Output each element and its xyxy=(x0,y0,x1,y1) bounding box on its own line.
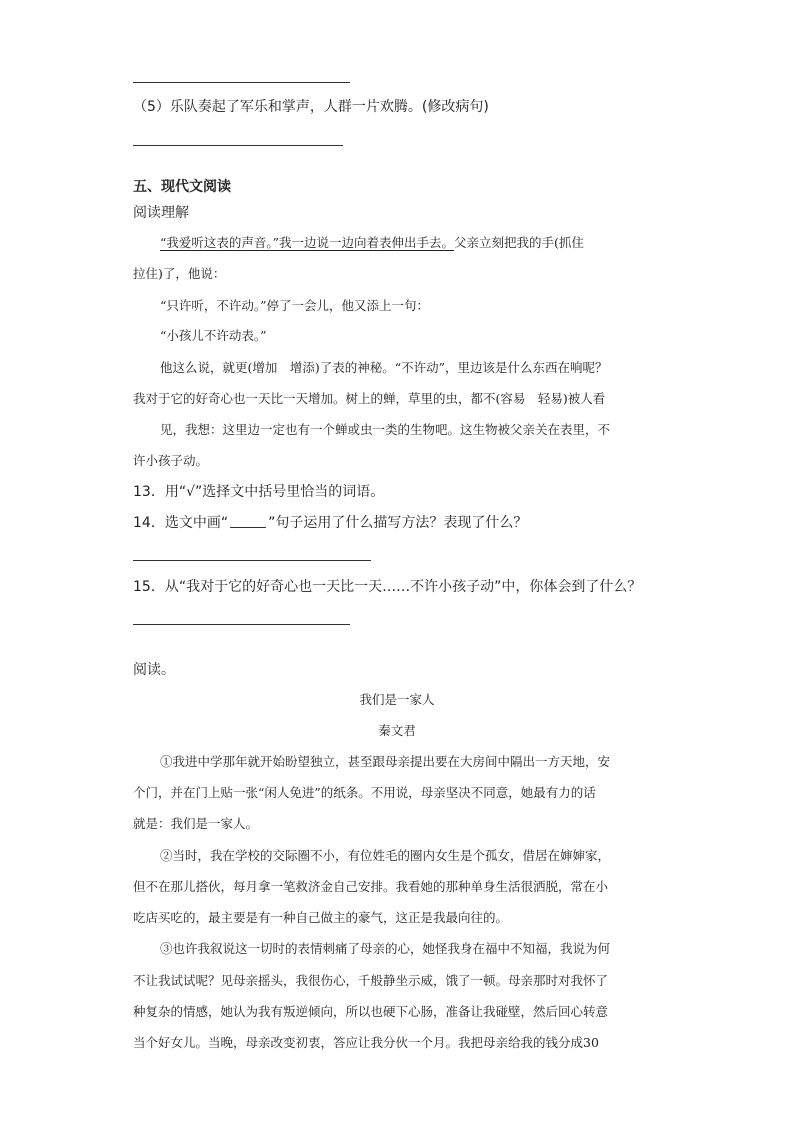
section-subtitle: 阅读理解 xyxy=(133,205,189,221)
reading-label: 阅读。 xyxy=(133,662,175,678)
answer-line xyxy=(133,560,371,561)
passage-line: 拉住)了，他说： xyxy=(133,266,226,281)
passage-line: “只许听，不许动。”停了一会儿，他又添上一句： xyxy=(160,298,430,313)
question-13: 13．用“√”选择文中括号里恰当的词语。 xyxy=(133,484,385,500)
passage-line: “小孩儿不许动表。” xyxy=(160,328,267,343)
passage-author: 秦文君 xyxy=(378,723,416,738)
passage-line: 但不在那儿搭伙，每月拿一笔救济金自己安排。我看她的那种单身生活很洒脱，常在小 xyxy=(133,879,609,894)
passage-title: 我们是一家人 xyxy=(359,692,435,707)
passage-line: 我对于它的好奇心也一天比一天增加。树上的蝉，草里的虫，都不(容易 轻易)被人看 xyxy=(133,391,606,406)
answer-line xyxy=(133,624,350,625)
question-5: （5）乐队奏起了军乐和掌声，人群一片欢腾。(修改病句) xyxy=(133,99,489,115)
passage-line: ②当时，我在学校的交际圈不小，有位姓毛的圈内女生是个孤女，借居在婶婶家， xyxy=(160,848,611,863)
blank-underline xyxy=(230,513,266,528)
passage-line: ③也许我叙说这一切时的表情刺痛了母亲的心，她怪我身在福中不知福，我说为何 xyxy=(160,941,611,956)
underlined-sentence: “我爱听这表的声音。”我一边说一边向着表伸出手去。 xyxy=(160,235,455,250)
passage-line: “我爱听这表的声音。”我一边说一边向着表伸出手去。父亲立刻把我的手(抓住 xyxy=(160,235,584,250)
question-14: 14．选文中画“ ”句子运用了什么描写方法？表现了什么？ xyxy=(133,515,528,531)
passage-line: 就是：我们是一家人。 xyxy=(133,816,259,831)
passage-line: 种复杂的情感，她认为我有叛逆倾向，所以也硬下心肠，准备让我碰壁，然后回心转意 xyxy=(133,1004,609,1019)
question-15: 15．从“我对于它的好奇心也一天比一天……不许小孩子动”中，你体会到了什么？ xyxy=(133,579,642,595)
answer-line xyxy=(133,145,343,146)
passage-line: 不让我试试呢？见母亲摇头，我很伤心，千般静坐示威，饿了一顿。母亲那时对我怀了 xyxy=(133,973,609,988)
passage-line: 见，我想：这里边一定也有一个蝉或虫一类的生物吧。这生物被父亲关在表里，不 xyxy=(160,422,611,437)
passage-line: 当个好女儿。当晚，母亲改变初衷，答应让我分伙一个月。我把母亲给我的钱分成30 xyxy=(133,1035,599,1050)
passage-line: 吃店买吃的，最主要是有一种自己做主的豪气，这正是我最向往的。 xyxy=(133,910,509,925)
passage-line: ①我进中学那年就开始盼望独立，甚至跟母亲提出要在大房间中隔出一方天地，安 xyxy=(160,754,611,769)
passage-line: 个门，并在门上贴一张“闲人免进”的纸条。不用说，母亲坚决不同意，她最有力的话 xyxy=(133,785,596,800)
answer-line xyxy=(133,82,350,83)
passage-line: 许小孩子动。 xyxy=(133,453,209,468)
section-title: 五、现代文阅读 xyxy=(133,179,231,195)
passage-line: 他这么说，就更(增加 增添)了表的神秘。“不许动”，里边该是什么东西在响呢？ xyxy=(160,360,608,375)
